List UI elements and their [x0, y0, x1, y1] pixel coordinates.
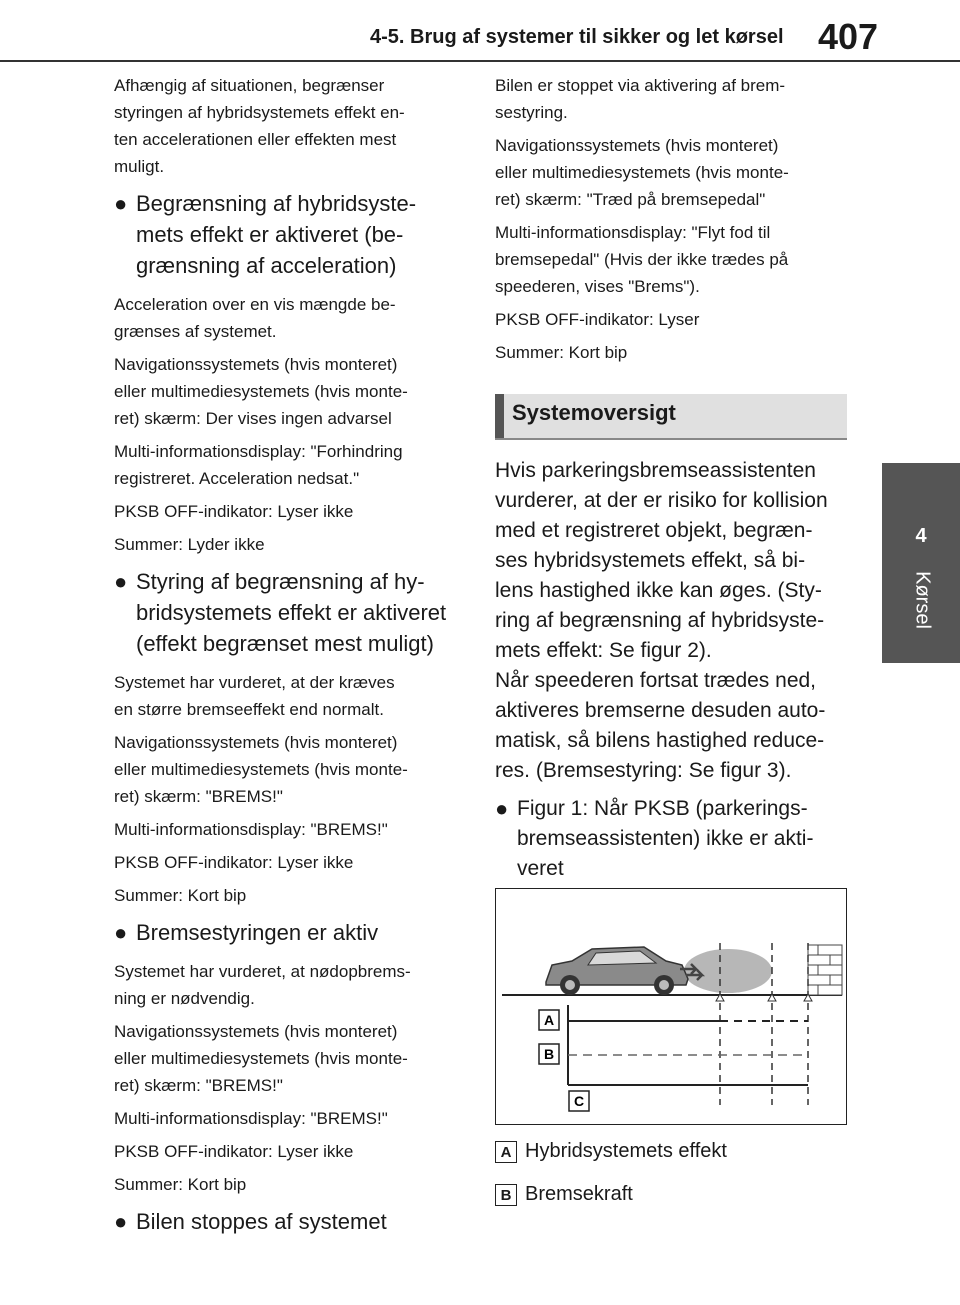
bullet-figure-1: ● Figur 1: Når PKSB (parkerings- bremseassistenten) ikke er akti- veret	[495, 796, 814, 880]
paragraph: Navigationssystemets (hvis monteret) eller multimediesystemets (hvis monte- ret) skærm: "BREMS!"	[114, 733, 408, 806]
diagram-svg	[496, 889, 848, 1126]
figure-1-diagram	[495, 888, 847, 1125]
paragraph: PKSB OFF-indikator: Lyser ikke	[114, 853, 354, 872]
car-icon	[546, 947, 688, 995]
section-title: 4-5. Brug af systemer til sikker og let kørsel	[370, 26, 784, 48]
left-column	[114, 72, 464, 1247]
legend-text-a: Hybridsystemets effekt	[525, 1140, 727, 1162]
paragraph: Multi-informationsdisplay: "BREMS!"	[114, 1109, 388, 1128]
bullet-icon: ●	[495, 796, 509, 821]
legend-item-b	[495, 1183, 633, 1206]
overview-paragraph: Hvis parkeringsbremseassistenten vurderer, at der er risiko for kollision med et registreret objekt, begræn- ses hybridsystemets effekt, så bi- lens hastighed ikke kan øges. (Sty- ring af begrænsning af hybridsyste- mets effekt: Se figur 2). Når speederen fortsat trædes ned, aktiveres bremserne desuden auto- matisk, så bilens hastighed reduce- res. (Bremsestyring: Se figur 3).	[495, 459, 828, 782]
wall-icon	[808, 945, 842, 995]
label-c: C	[573, 1093, 585, 1109]
right-column-body	[495, 446, 850, 894]
intro-paragraph: Afhængig af situationen, begrænser styringen af hybridsystemets effekt en- ten accelerationen eller effekten mest muligt.	[114, 76, 405, 176]
bullet-icon: ●	[114, 920, 128, 945]
chapter-label: Kørsel	[911, 571, 934, 629]
legend-item-a	[495, 1140, 727, 1163]
legend-text-b: Bremsekraft	[525, 1183, 633, 1205]
paragraph: Summer: Kort bip	[495, 343, 628, 362]
paragraph: Summer: Lyder ikke	[114, 535, 265, 554]
paragraph: Navigationssystemets (hvis monteret) eller multimediesystemets (hvis monte- ret) skærm: "BREMS!"	[114, 1022, 408, 1095]
paragraph: Systemet har vurderet, at nødopbrems- ning er nødvendig.	[114, 962, 411, 1008]
heading-accent	[495, 394, 504, 438]
right-column-top	[495, 72, 850, 372]
paragraph: Acceleration over en vis mængde be- grænses af systemet.	[114, 295, 396, 341]
system-overview-heading	[495, 394, 847, 440]
paragraph: PKSB OFF-indikator: Lyser ikke	[114, 1142, 354, 1161]
bullet-heading-power-limit: ● Styring af begrænsning af hy- bridsystemets effekt er aktiveret (effekt begrænset mest muligt)	[114, 566, 464, 659]
paragraph: Bilen er stoppet via aktivering af brem- sestyring.	[495, 76, 786, 122]
paragraph: Systemet har vurderet, at der kræves en større bremseeffekt end normalt.	[114, 673, 395, 719]
paragraph: Multi-informationsdisplay: "Flyt fod til bremsepedal" (Hvis der ikke trædes på speederen, vises "Brems").	[495, 223, 789, 296]
legend-badge-b: B	[495, 1184, 517, 1206]
paragraph: Navigationssystemets (hvis monteret) eller multimediesystemets (hvis monte- ret) skærm: Der vises ingen advarsel	[114, 355, 408, 428]
bullet-heading-brake-active: ● Bremsestyringen er aktiv	[114, 917, 464, 948]
paragraph: Multi-informationsdisplay: "Forhindring registreret. Acceleration nedsat."	[114, 442, 403, 488]
bullet-heading-acceleration-limit: ● Begrænsning af hybridsyste- mets effekt er aktiveret (be- grænsning af acceleration)	[114, 188, 464, 281]
page-header	[0, 0, 960, 60]
bullet-icon: ●	[114, 191, 128, 216]
paragraph: Summer: Kort bip	[114, 886, 247, 905]
bullet-icon: ●	[114, 569, 128, 594]
paragraph: Navigationssystemets (hvis monteret) eller multimediesystemets (hvis monte- ret) skærm: "Træd på bremsepedal"	[495, 136, 789, 209]
paragraph: PKSB OFF-indikator: Lyser	[495, 310, 700, 329]
page-number: 407	[818, 16, 879, 57]
paragraph: PKSB OFF-indikator: Lyser ikke	[114, 502, 354, 521]
chapter-label-wrap	[882, 560, 960, 660]
heading-title: Systemoversigt	[512, 400, 676, 425]
legend-badge-a: A	[495, 1141, 517, 1163]
label-b: B	[543, 1046, 555, 1062]
paragraph: Multi-informationsdisplay: "BREMS!"	[114, 820, 388, 839]
label-a: A	[543, 1012, 555, 1028]
header-rule	[0, 60, 960, 62]
paragraph: Summer: Kort bip	[114, 1175, 247, 1194]
chapter-number: 4	[915, 525, 927, 547]
bullet-icon: ●	[114, 1209, 128, 1234]
bullet-heading-vehicle-stopped: ● Bilen stoppes af systemet	[114, 1206, 464, 1237]
